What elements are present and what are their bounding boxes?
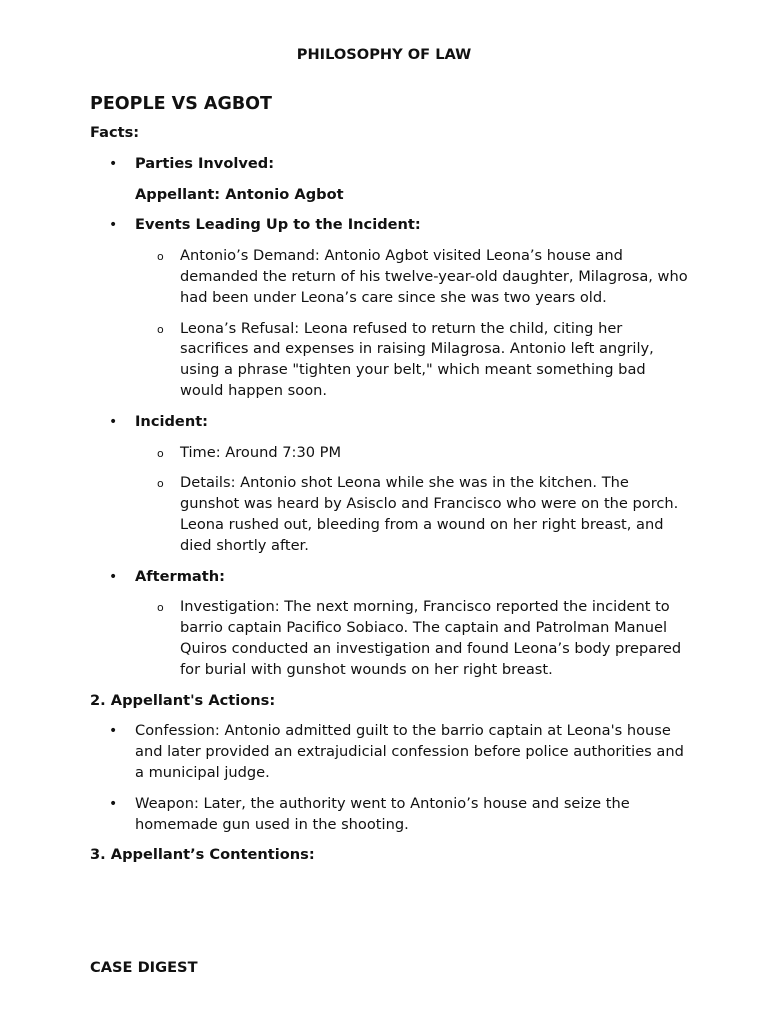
bullet-icon: •: [109, 568, 118, 585]
aftermath-sublist: [135, 597, 690, 680]
appellant-line: Appellant: Antonio Agbot: [135, 185, 344, 203]
bullet-icon: •: [109, 217, 118, 234]
bullet-icon: •: [109, 413, 118, 430]
incident-sublist: [135, 443, 690, 557]
incident-label: Incident:: [135, 412, 209, 430]
sub-list-item: [135, 319, 690, 402]
page-footer-label: CASE DIGEST: [90, 959, 198, 976]
sub-list-item: [135, 443, 690, 464]
incident-time-text: Time: Around 7:30 PM: [180, 443, 342, 461]
list-item-incident: [90, 412, 690, 557]
list-item-events: [90, 215, 690, 401]
circle-bullet-icon: o: [157, 477, 164, 491]
list-item: [90, 721, 690, 783]
confession-text: Confession: Antonio admitted guilt to the barrio captain at Leona's house and later provided an extrajudicial confession before police authorities and a municipal judge.: [135, 722, 684, 781]
weapon-text: Weapon: Later, the authority went to Antonio’s house and seize the homemade gun used in the shooting.: [135, 794, 630, 833]
sub-list-item: [135, 597, 690, 680]
facts-heading: Facts:: [90, 124, 140, 141]
circle-bullet-icon: o: [157, 446, 164, 460]
event-demand-text: Antonio’s Demand: Antonio Agbot visited Leona’s house and demanded the return of his twelve-year-old daughter, Milagrosa, who had been under Leona’s care since she was two years old.: [180, 247, 688, 306]
bullet-icon: •: [109, 795, 118, 812]
bullet-icon: •: [109, 723, 118, 740]
event-refusal-text: Leona’s Refusal: Leona refused to return the child, citing her sacrifices and expenses in raising Milagrosa. Antonio left angrily, using a phrase "tighten your belt," which meant something bad would happen soon.: [180, 319, 654, 399]
appellant-actions-heading: 2. Appellant's Actions:: [90, 691, 276, 709]
circle-bullet-icon: o: [157, 322, 164, 336]
events-sublist: [135, 246, 690, 402]
page-header-title: PHILOSOPHY OF LAW: [296, 46, 472, 63]
sub-list-item: [135, 246, 690, 308]
document-body: [90, 92, 690, 876]
circle-bullet-icon: o: [157, 601, 164, 615]
list-item-parties: [90, 154, 690, 206]
parties-label: Parties Involved:: [135, 154, 275, 172]
events-label: Events Leading Up to the Incident:: [135, 216, 421, 234]
circle-bullet-icon: o: [157, 250, 164, 264]
sub-list-item: [135, 473, 690, 556]
aftermath-label: Aftermath:: [135, 567, 225, 585]
aftermath-investigation-text: Investigation: The next morning, Francisco reported the incident to barrio captain Pacifico Sobiaco. The captain and Patrolman Manuel Quiros conducted an investigation and found Leona’s body prepared for burial with gunshot wounds on her right breast.: [180, 598, 682, 678]
case-title: PEOPLE VS AGBOT: [90, 94, 272, 114]
list-item: [90, 794, 690, 836]
list-item-aftermath: [90, 567, 690, 681]
bullet-icon: •: [109, 155, 118, 172]
facts-list: [90, 154, 690, 681]
incident-details-text: Details: Antonio shot Leona while she was in the kitchen. The gunshot was heard by Asisclo and Francisco who were on the porch. Leona rushed out, bleeding from a wound on her right breast, and died shortly after.: [180, 474, 679, 554]
appellant-contentions-heading: 3. Appellant’s Contentions:: [90, 846, 315, 864]
appellant-actions-list: [90, 721, 690, 835]
